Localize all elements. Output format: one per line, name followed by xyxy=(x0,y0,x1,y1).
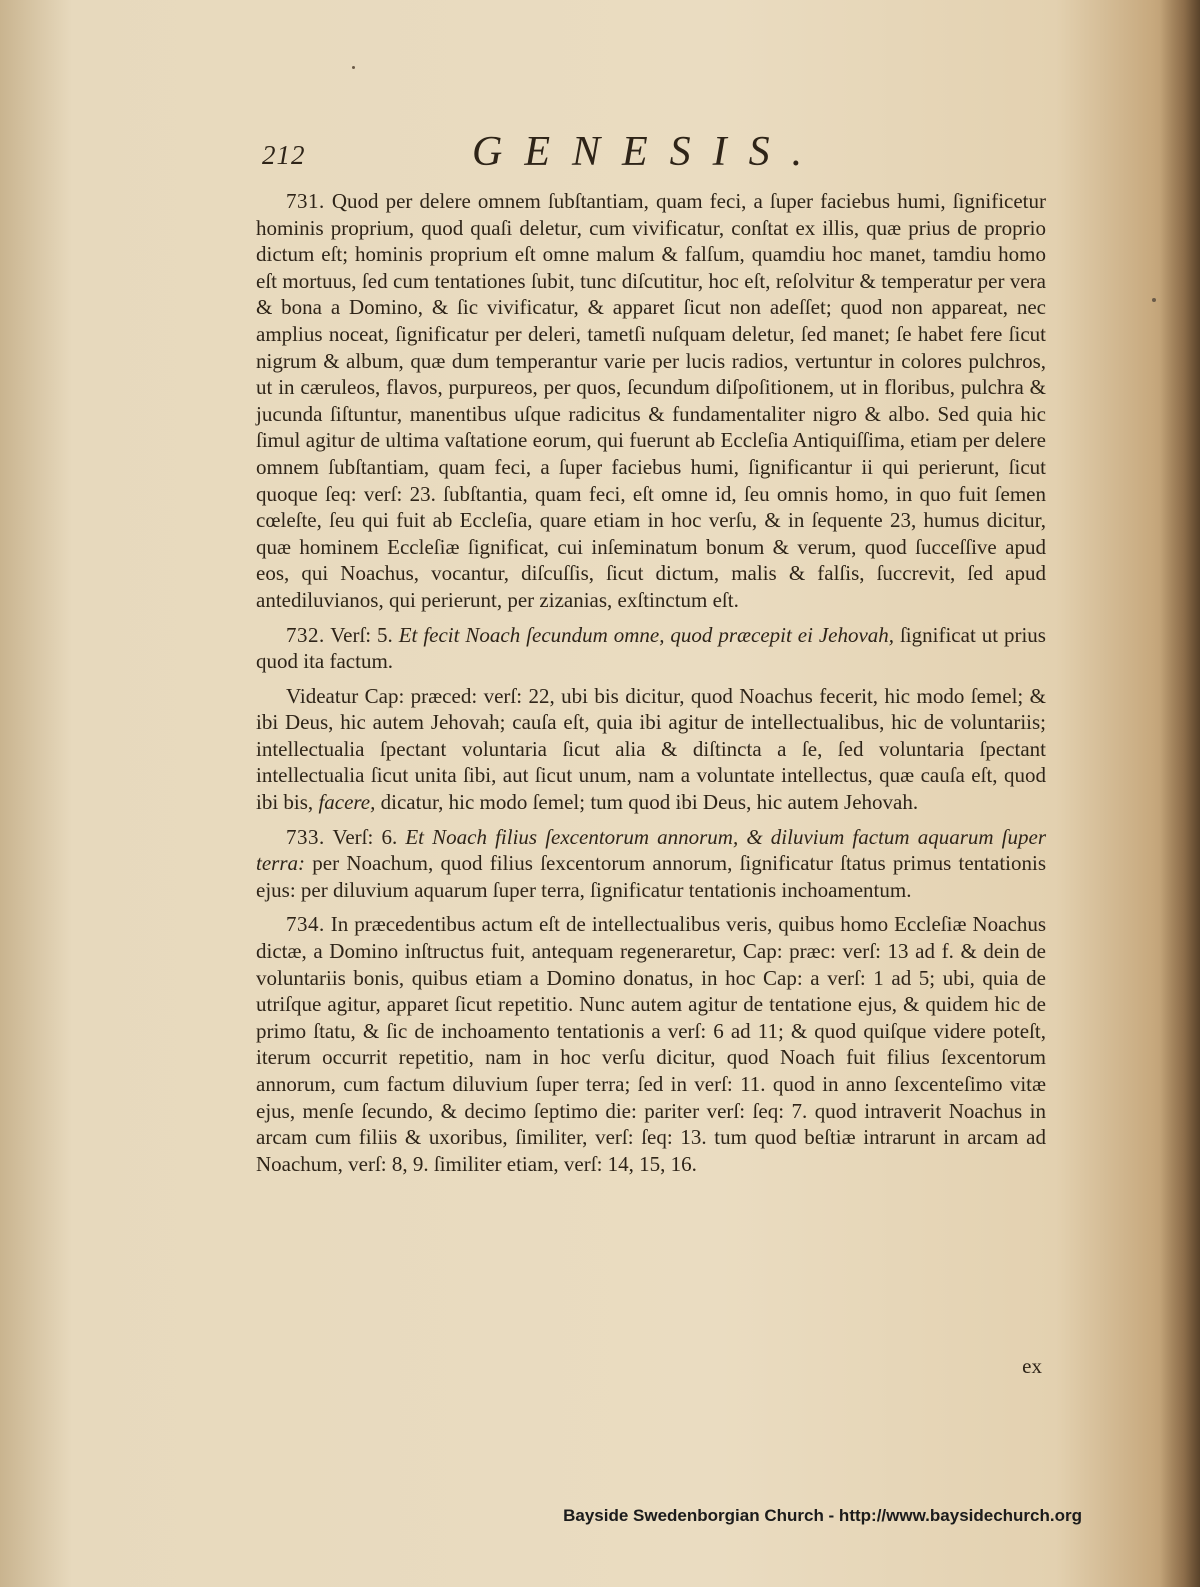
scripture-quotation: Et fecit Noach ſecundum omne, quod præcepit ei Jehovah, xyxy=(398,622,895,647)
body-text xyxy=(256,188,1046,1180)
paragraph-number: 734. xyxy=(286,912,325,937)
running-title: GENESIS. xyxy=(472,129,825,175)
paragraph xyxy=(256,188,1046,614)
paragraph-number: 732. xyxy=(286,622,325,647)
paragraph-text: Verſ: 5. xyxy=(324,622,399,647)
page-number: 212 xyxy=(262,140,306,170)
paragraph-text: Quod per delere omnem ſubſtantiam, quam feci, a ſuper faciebus humi, ſignificetur hominis proprium, quod quaſi deletur, cum vivificatur, conſtat ex illis, quæ prius de proprio dictum eſt; hominis proprium eſt omne malum & falſum, quamdiu hoc manet, tamdiu homo eſt mortuus, ſed cum tentationes ſubit, tunc diſcutitur, hoc eſt, reſolvitur & temperatur per vera & bona a Domino, & ſic vivificatur, & apparet ſicut non adeſſet; quod non appareat, nec amplius noceat, ſignificatur per deleri, tametſi nuſquam deletur, ſed manet; ſe habet fere ſicut nigrum & album, quæ dum temperantur varie per lucis radios, vertuntur in colores pulchros, ut in cæruleos, flavos, purpureos, per quos, ſecundum diſpoſitionem, ut in floribus, pulchra & jucunda ſiſtuntur, manentibus uſque radicitus & fundamentaliter nigro & albo. Sed quia hic ſimul agitur de ultima vaſtatione eorum, qui fuerunt ab Eccleſia Antiquiſſima, etiam per delere omnem ſubſtantiam, quam feci, a ſuper faciebus humi, ſignificantur ii qui perierunt, ſicut quoque ſeq: verſ: 23. ſubſtantia, quam feci, eſt omne id, ſeu omnis homo, in quo fuit ſemen cœleſte, ſeu qui fuit ab Eccleſia, quare etiam in hoc verſu, & in ſequente 23, humus dicitur, quæ hominem Eccleſiæ ſignificat, cui inſeminatum bonum & verum, quod ſucceſſive apud eos, qui Noachus, vocantur, diſcuſſis, ſicut dictum, malis & falſis, ſuccrevit, ſed apud antediluvianos, qui perierunt, per zizanias, exſtinctum eſt. xyxy=(256,189,1046,612)
paragraph xyxy=(256,683,1046,816)
page-gutter-shadow xyxy=(1160,0,1200,1587)
paragraph xyxy=(256,622,1046,675)
paragraph-text: Verſ: 6. xyxy=(324,824,406,849)
source-watermark: Bayside Swedenborgian Church - http://www.baysidechurch.org xyxy=(563,1506,1082,1525)
page-header xyxy=(262,128,1042,178)
paragraph xyxy=(256,824,1046,904)
paragraph-number: 733. xyxy=(286,824,325,849)
paragraph-text: ſignificat ut prius quod ita factum. xyxy=(256,622,1046,674)
scripture-quotation: facere, xyxy=(318,790,376,815)
paragraph-text: In præcedentibus actum eſt de intellectualibus veris, quibus homo Eccleſiæ Noachus dictæ, a Domino inſtructus fuit, antequam regeneraretur, Cap: præc: verſ: 13 ad f. & dein de voluntariis bonis, quibus etiam a Domino donatus, in hoc Cap: a verſ: 1 ad 5; ubi, quia de utriſque agitur, apparet ſicut repetitio. Nunc autem agitur de tentatione ejus, & quidem hic de primo ſtatu, & ſic de inchoamento tentationis a verſ: 6 ad 11; & quod quiſque videre poteſt, iterum occurrit repetitio, nam in hoc verſu dicitur, quod Noach fuit filius ſexcentorum annorum, cum factum diluvium ſuper terra; ſed in verſ: 11. quod in anno ſexcenteſimo vitæ ejus, menſe ſecundo, & decimo ſeptimo die: pariter verſ: ſeq: 7. quod intraverit Noachus in arcam cum filiis & uxoribus, ſimiliter, verſ: ſeq: 13. tum quod beſtiæ intrarunt in arcam ad Noachum, verſ: 8, 9. ſimiliter etiam, verſ: 14, 15, 16. xyxy=(256,912,1046,1176)
paper-speck xyxy=(352,66,355,69)
paragraph-text: dicatur, hic modo ſemel; tum quod ibi Deus, hic autem Jehovah. xyxy=(375,790,919,815)
scripture-quotation: Et Noach filius ſexcentorum annorum, & diluvium factum aquarum ſuper terra: xyxy=(256,824,1046,876)
paragraph-number: 731. xyxy=(286,189,325,213)
paper-speck xyxy=(1152,298,1156,302)
paragraph-text: Videatur Cap: præced: verſ: 22, ubi bis dicitur, quod Noachus fecerit, hic modo ſemel; & ibi Deus, hic autem Jehovah; cauſa eſt, quia ibi agitur de intellectualibus, hic de voluntariis; intellectualia ſpectant voluntaria ſicut alia & diſtincta a ſe, ſed voluntaria ſpectant intellectualia ſicut unita ſibi, aut ſicut unum, nam a voluntate intellectus, quæ cauſa eſt, quod ibi bis, xyxy=(256,683,1046,815)
paragraph xyxy=(256,911,1046,1177)
paragraph-text: per Noachum, quod filius ſexcentorum annorum, ſignificatur ſtatus primus tentationis ejus: per diluvium aquarum ſuper terra, ſignificatur tentationis inchoamentum. xyxy=(256,851,1046,902)
catchword: ex xyxy=(1022,1354,1042,1378)
